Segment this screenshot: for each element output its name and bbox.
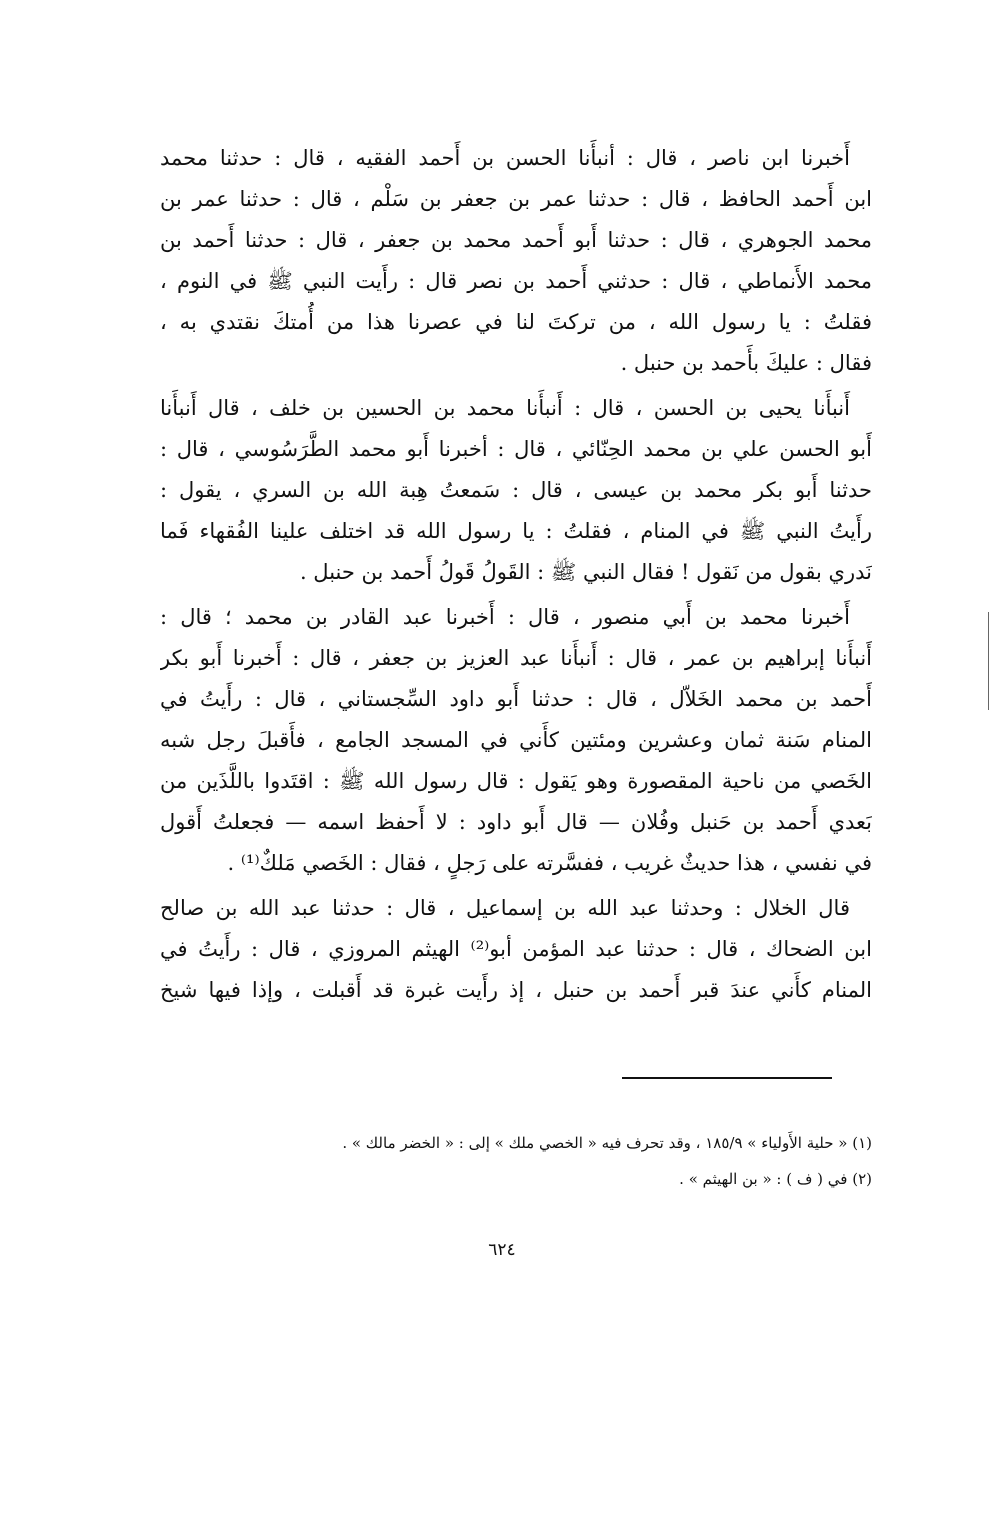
text-line: قال الخلال : وحدثنا عبد الله بن إسماعيل ، قال : حدثنا عبد الله بن صالح: [160, 896, 850, 920]
scan-margin-mark: [988, 612, 989, 710]
footnote-2: (٢) في ( ف ) : « بن الهيثم » .: [679, 1170, 872, 1188]
text-line: فقلتُ : يا رسول الله ، من تركتَ لنا في عصرنا هذا من أُمتكَ نقتدي به ،: [160, 310, 872, 334]
text-line: أَنبأَنا إبراهيم بن عمر ، قال : أَنبأَنا عبد العزيز بن جعفر ، قال : أَخبرنا أَبو بكر: [160, 646, 872, 670]
text-line: أَبو الحسن علي بن محمد الحِنّائي ، قال : أخبرنا أَبو محمد الطَّرَسُوسي ، قال :: [160, 437, 872, 461]
text-line: محمد الجوهري ، قال : حدثنا أَبو أَحمد محمد بن جعفر ، قال : حدثنا أَحمد بن: [160, 228, 872, 252]
text-line: المنام سَنة ثمان وعشرين ومئتين كأَني في المسجد الجامع ، فأَقبلَ رجل شبه: [160, 728, 872, 752]
footnotes: [160, 1125, 872, 1197]
text-line: فقال : عليكَ بأَحمد بن حنبل .: [620, 351, 872, 375]
main-text: [160, 138, 872, 1011]
text-line: محمد الأَنماطي ، قال : حدثني أَحمد بن نصر قال : رأَيت النبي ﷺ في النوم ،: [160, 269, 872, 293]
text-line: نَدري بقول من نَقول ! فقال النبي ﷺ : القَولُ قَولُ أَحمد بن حنبل .: [299, 560, 872, 584]
text-line: الخَصي من ناحية المقصورة وهو يَقول : قال رسول الله ﷺ : اقتَدوا باللَّذَين من: [160, 769, 872, 793]
text-line: أَحمد بن محمد الخَلاّل ، قال : حدثنا أَبو داود السِّجستاني ، قال : رأَيتُ في: [160, 687, 872, 711]
footnote-1: (١) « حلية الأَولياء » ١٨٥/٩ ، وقد تحرف فيه « الخصي ملك » إلى : « الخضر مالك » .: [342, 1134, 872, 1152]
text-line: رأَيتُ النبي ﷺ في المنام ، فقلتُ : يا رسول الله قد اختلف علينا الفُقهاء فَما: [160, 519, 872, 543]
text-line: ابن الضحاك ، قال : حدثنا عبد المؤمن أبو⁽²⁾ الهيثم المروزي ، قال : رأَيتُ في: [160, 937, 872, 961]
text-line: أَنبأَنا يحيى بن الحسن ، قال : أَنبأَنا محمد بن الحسين بن خلف ، قال أَنبأَنا: [160, 396, 850, 420]
text-line: أَخبرنا محمد بن أَبي منصور ، قال : أَخبرنا عبد القادر بن محمد ؛ قال :: [160, 605, 850, 629]
page-number: ٦٢٤: [488, 1240, 516, 1260]
text-line: في نفسي ، هذا حديثٌ غريب ، ففسَّرته على رَجلٍ ، فقال : الخَصي مَلكٌ⁽¹⁾ .: [227, 851, 872, 875]
text-line: أَخبرنا ابن ناصر ، قال : أنبأَنا الحسن بن أَحمد الفقيه ، قال : حدثنا محمد: [160, 146, 850, 170]
text-line: حدثنا أَبو بكر محمد بن عيسى ، قال : سَمعتُ هِبة الله بن السري ، يقول :: [160, 478, 872, 502]
text-line: ابن أَحمد الحافظ ، قال : حدثنا عمر بن جعفر بن سَلْم ، قال : حدثنا عمر بن: [160, 187, 872, 211]
text-line: بَعدي أَحمد بن حَنبل وفُلان — قال أَبو داود : لا أَحفظ اسمه — فجعلتُ أَقول: [160, 810, 872, 834]
text-line: المنام كأَني عندَ قبر أَحمد بن حنبل ، إذ رأَيت غبرة قد أَقبلت ، وإذا فيها شيخ: [160, 978, 872, 1002]
footnote-divider: [622, 1077, 832, 1079]
